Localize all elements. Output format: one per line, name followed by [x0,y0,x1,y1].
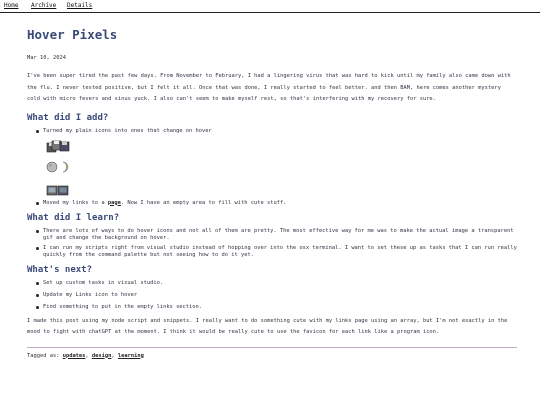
list-item [36,304,517,311]
add-item-2-text: Moved my links to a [43,199,108,206]
post-content [27,22,517,360]
post-date: Mar 10, 2024 [27,55,66,61]
links-page-link[interactable]: page [107,199,121,206]
add-list-continued [36,200,517,207]
next-item-1-text: Set up custom tasks in visual studio. [43,279,164,286]
list-item [36,245,517,259]
tag-learning-link[interactable]: learning [117,352,144,359]
intro-paragraph: I've been super tired the past few days. From November to February, I had a lingering virus that was hard to kick until my family also came down with the flu. I never tested positive, but I felt it all. Once that was done, I really started to feel better. and then BAM, here comes another mystery cold with micro fevers and sinus yuck. I also can't seem to make myself rest, so that's interfering with my recovery for sure. [27,73,511,102]
what-did-i-learn-heading: What did I learn? [27,212,120,223]
tag-updates-link[interactable]: updates [62,352,86,359]
next-item-2-text: Update my Links icon to hover [43,291,138,298]
tags-label: Tagged as: [27,352,63,359]
learn-item-2-text: I can run my scripts right from visual studio instead of hopping over into the osx terminal. I want to set these up as tasks that I can run really quickly from the command palette but not seeing how to do it yet. [43,244,517,258]
whats-next-heading: What's next? [27,264,93,275]
top-nav [0,0,540,13]
list-item [36,228,517,242]
learn-list [36,228,517,259]
add-item-2-text-end: . Now I have an empty area to fill with cute stuff. [120,199,287,206]
nav-details-link[interactable] [67,2,92,10]
outro-paragraph: I made this post using my node script and snippets. I really want to do something cute with my links page using an array, but I'm not exactly in the mood to fight with chatGPT at the moment. I think it would be really cute to use the favicon for each link like a program icon. [27,317,508,335]
add-item-1-text: Turned my plain icons into ones that change on hover [43,127,212,134]
icon-row-screens [46,182,517,196]
tags-line: Tagged as: updates, design, learning [27,352,144,359]
add-list [36,128,517,135]
icon-row-moons [46,158,517,172]
learn-item-1-text: There are lots of ways to do hover icons and not all of them are pretty. The most effective way for me was to make the actual image a transparent gif and change the background on hover. [43,227,514,241]
list-item [36,280,517,287]
list-item [36,200,517,207]
post-title: Hover Pixels [27,27,118,42]
list-item [36,292,517,299]
computer-screens-icon[interactable] [46,183,58,195]
nav-archive-link[interactable] [31,2,56,10]
next-item-3-text: Find something to put in the empty links section. [43,303,203,310]
what-did-i-add-heading: What did I add? [27,112,109,123]
list-item [36,128,517,135]
floppy-disks-icon[interactable] [46,139,58,151]
divider [27,347,517,348]
nav-home-link[interactable] [4,2,18,10]
hover-icons-demo [46,138,517,196]
icon-row-floppies [46,138,517,152]
nav-home-label: Home [4,2,19,9]
next-list [36,280,517,311]
tag-design-link[interactable]: design [91,352,112,359]
nav-details-label: Details [67,2,93,9]
moon-phase-icon[interactable] [46,159,58,171]
nav-archive-label: Archive [31,2,57,9]
